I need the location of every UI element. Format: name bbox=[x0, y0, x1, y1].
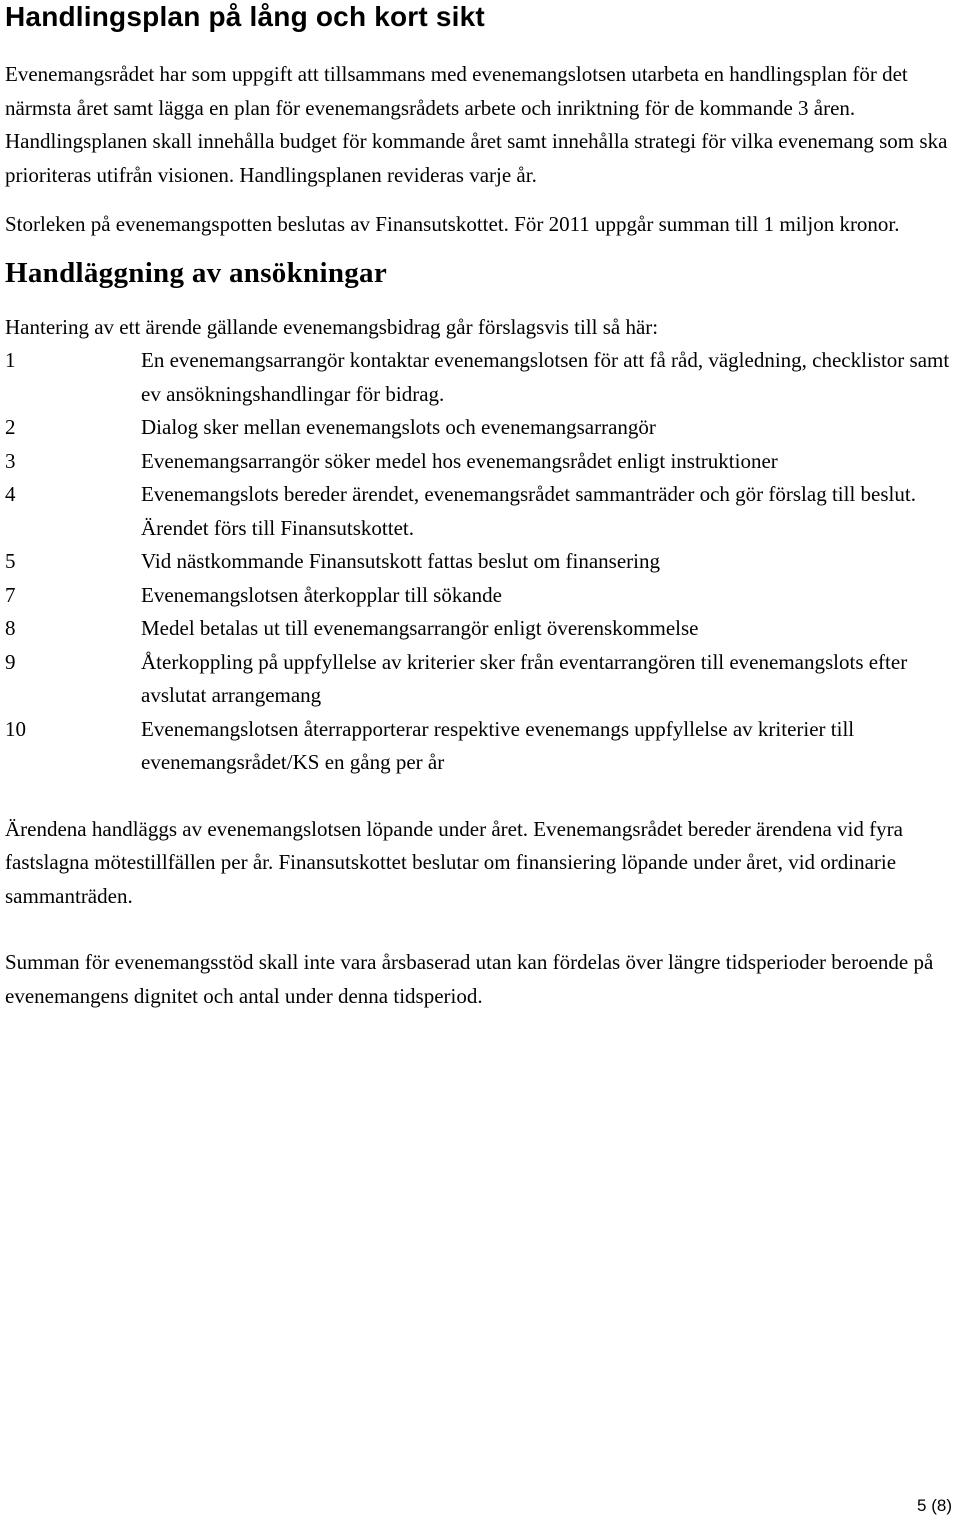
heading-handling: Handläggning av ansökningar bbox=[5, 256, 388, 289]
heading-plan: Handlingsplan på lång och kort sikt bbox=[5, 1, 485, 32]
step-text: Evenemangslots bereder ärendet, evenemangsrådet sammanträder och gör förslag till beslut. Ärendet förs till Finansutskottet. bbox=[141, 482, 916, 540]
document-page bbox=[5, 0, 950, 1013]
list-item bbox=[5, 579, 950, 613]
step-text: Vid nästkommande Finansutskott fattas beslut om finansering bbox=[141, 549, 661, 573]
step-text: Evenemangslotsen återkopplar till sökande bbox=[141, 582, 502, 607]
step-number: 10 bbox=[5, 716, 26, 741]
step-text: Medel betalas ut till evenemangsarrangör enligt överenskommelse bbox=[141, 616, 699, 640]
step-number: 1 bbox=[5, 348, 16, 372]
step-number: 7 bbox=[5, 582, 16, 607]
step-number: 5 bbox=[5, 549, 16, 573]
steps-list bbox=[5, 344, 950, 780]
step-number: 2 bbox=[5, 415, 16, 439]
list-item bbox=[5, 478, 950, 545]
paragraph-processing: Ärendena handläggs av evenemangslotsen löpande under året. Evenemangsrådet bereder ärendena vid fyra fastslagna mötestillfällen per år. Finansutskottet beslutar om finansiering löpande under året, vid ordinarie sammanträden. bbox=[5, 816, 903, 908]
list-item bbox=[5, 344, 950, 411]
step-number: 3 bbox=[5, 448, 16, 473]
step-number: 4 bbox=[5, 482, 16, 506]
paragraph-summary: Summan för evenemangsstöd skall inte vara årsbaserad utan kan fördelas över längre tidsperioder beroende på evenemangens dignitet och antal under denna tidsperiod. bbox=[5, 950, 934, 1008]
step-text: En evenemangsarrangör kontaktar evenemangslotsen för att få råd, vägledning, checklistor samt ev ansökningshandlingar för bidrag. bbox=[141, 348, 950, 406]
list-item bbox=[5, 411, 950, 445]
handling-intro: Hantering av ett ärende gällande evenemangsbidrag går förslagsvis till så här: bbox=[5, 314, 659, 339]
step-text: Evenemangsarrangör söker medel hos evenemangsrådet enligt instruktioner bbox=[141, 448, 778, 473]
list-item bbox=[5, 646, 950, 713]
step-text: Evenemangslotsen återrapporterar respektive evenemangs uppfyllelse av kriterier till evenemangsrådet/KS en gång per år bbox=[141, 716, 855, 774]
step-number: 9 bbox=[5, 649, 16, 674]
list-item bbox=[5, 445, 950, 479]
step-text: Återkoppling på uppfyllelse av kriterier sker från eventarrangören till evenemangslots efter avslutat arrangemang bbox=[141, 649, 908, 707]
list-item bbox=[5, 612, 950, 646]
list-item bbox=[5, 713, 950, 780]
step-number: 8 bbox=[5, 616, 16, 640]
paragraph-pot: Storleken på evenemangspotten beslutas av Finansutskottet. För 2011 uppgår summan till 1 miljon kronor. bbox=[5, 212, 900, 236]
paragraph-intro: Evenemangsrådet har som uppgift att tillsammans med evenemangslotsen utarbeta en handlingsplan för det närmsta året samt lägga en plan för evenemangsrådets arbete och inriktning för de kommande 3 åren. Handlingsplanen skall innehålla budget för kommande året samt innehålla strategi för vilka evenemang som ska prioriteras utifrån visionen. Handlingsplanen revideras varje år. bbox=[5, 62, 948, 187]
heading-handling-wrapper bbox=[5, 256, 950, 290]
step-text: Dialog sker mellan evenemangslots och evenemangsarrangör bbox=[141, 415, 656, 439]
list-item bbox=[5, 545, 950, 579]
page-number: 5 (8) bbox=[917, 1496, 952, 1515]
